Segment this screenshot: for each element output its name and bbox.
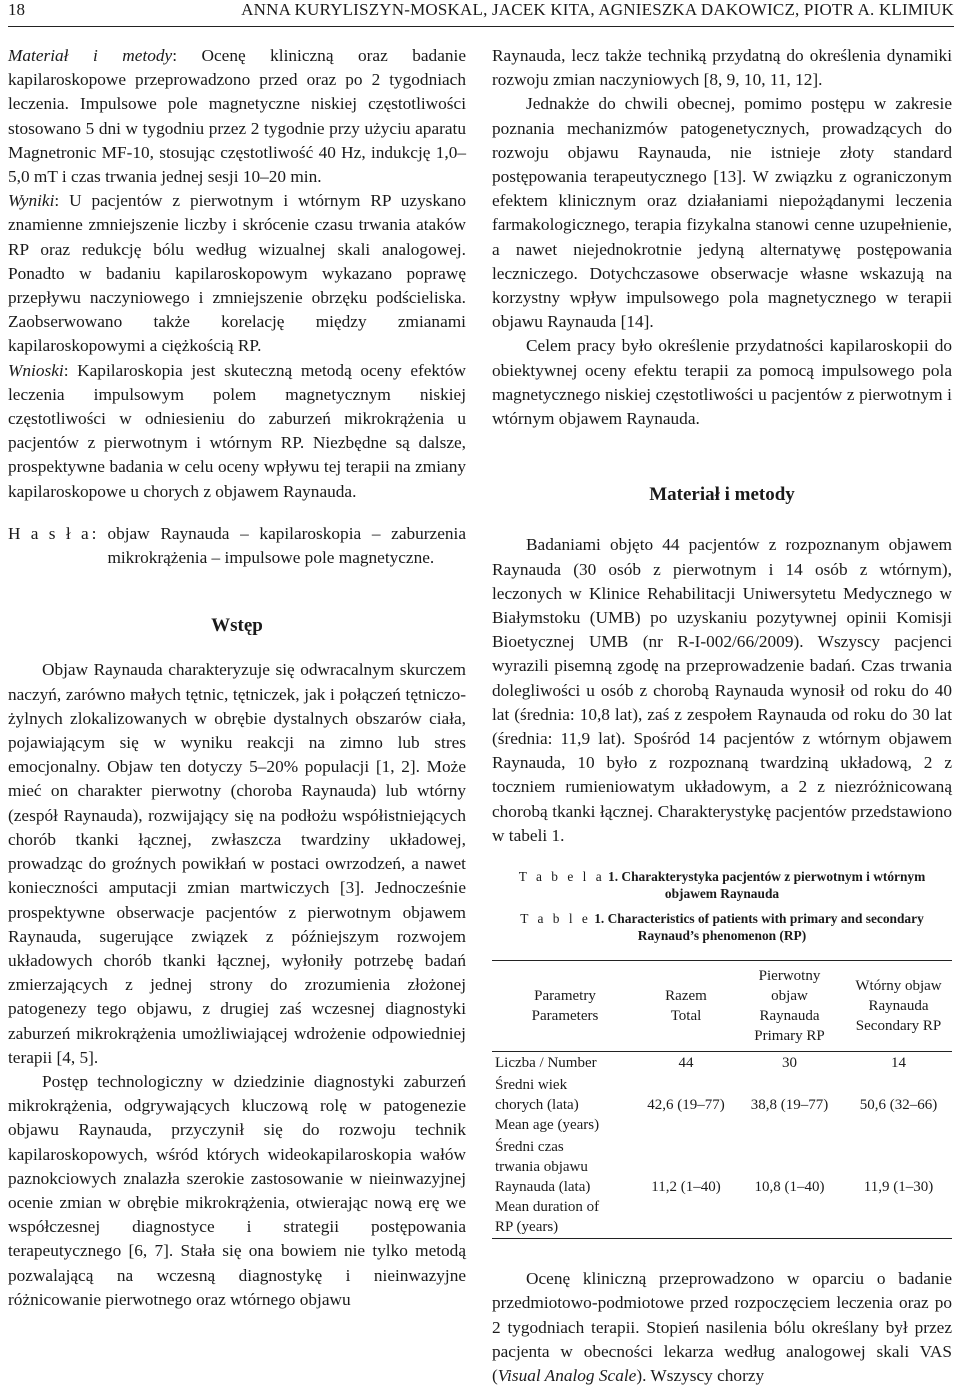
intro-paragraph-4: Celem pracy było określenie przydatności kapilaroskopii do obiektywnej oceny efektu terapii za pomocą impulsowego pola magnetycznego niskiej częstotliwości u pacjentów z pierwotnym i wtórnym objawem Raynauda.	[492, 336, 952, 429]
abstract-conclusions-text: : Kapilaroskopia jest skuteczną metodą oceny efektów leczenia impulsowym polem magnetycznym niskiej częstotliwości w odniesieniu do zaburzeń mikrokrążenia u pacjentów z pierwotnym i wtórnym RP. Niezbędne są dalsze, prospektywne badania w celu oceny wpływu tej terapii na zmiany kapilaroskopowe u chorych z objawem Raynauda.	[8, 360, 466, 501]
abstract-conclusions	[8, 359, 466, 504]
table-cell: 11,2 (1–40)	[651, 1179, 721, 1196]
running-header	[8, 0, 954, 27]
table-caption-en	[492, 910, 952, 944]
table-cell: 38,8 (19–77)	[750, 1097, 829, 1114]
abstract-results-text: : U pacjentów z pierwotnym i wtórnym RP uzyskano znamienne zmniejszenie liczby i skrócenie czasu trwania ataków RP oraz redukcję bólu według wizualnej skali analogowej. Ponadto w badaniu kapilaroskopowym wykazano poprawę przepływu naczyniowego i zmniejszenie obrzęku podścieliska. Zaobserwowano także korelację między zmianami kapilaroskopowymi a ciężkością RP.	[8, 191, 466, 356]
table-cell: Średni wiek chorych (lata) Mean age (years)	[495, 1077, 600, 1134]
table-caption-en-text: 1. Characteristics of patients with primary and secondary Raynaud’s phenomenon (RP)	[594, 911, 924, 944]
keywords-text: objaw Raynauda – kapilaroskopia – zaburzenia mikrokrążenia – impulsowe pole magnetyczne.	[107, 523, 466, 568]
table-row	[492, 1052, 952, 1075]
table-header-cell: Pierwotny objaw Raynauda Primary RP	[754, 968, 825, 1045]
table-cell: 30	[782, 1055, 797, 1072]
table-header-cell: Wtórny objaw Raynauda Secondary RP	[855, 978, 942, 1035]
table-caption-pl-text: 1. Charakterystyka pacjentów z pierwotnym i wtórnym objawem Raynauda	[608, 869, 926, 902]
intro-paragraph-1: Objaw Raynauda charakteryzuje się odwracalnym skurczem naczyń, zarówno małych tętnic, tętniczek, jak i połączeń tętniczo-żylnych zlokalizowanych w obrębie dystalnych obszarów ciała, pojawiającym się w wyniku reakcji na zimno lub stres emocjonalny. Objaw ten dotyczy 5–20% populacji [1, 2]. Może mieć on charakter pierwotny (choroba Raynauda) lub wtórny (zespół Raynauda), rozwijający się na podłożu współistniejących chorób tkanki łącznej, zwłaszcza twardziny układowej, prowadząc do groźnych powikłań w postaci owrzodzeń, a nawet konieczności amputacji zmian martwiczych [3]. Jednocześnie prospektywne obserwacje pacjentów z pierwotnym objawem Raynauda, sugerujące związek z późniejszym rozwojem układowych chorób tkanki łącznej, wyłoniły potrzebę badań zmierzających z jednej strony do zrozumienia złożonej patogenezy tego objawu, z drugiej zaś wczesnej diagnostyki zaburzeń mikrokrążenia umożliwiającej wdrożenie odpowiedniej terapii [4, 5].	[8, 660, 466, 1067]
right-column	[492, 44, 952, 1388]
table-cell: 44	[678, 1055, 694, 1072]
table-header-cell: Razem Total	[665, 988, 707, 1025]
abstract-methods-text: : Ocenę kliniczną oraz badanie kapilaroskopowe przeprowadzono przed oraz po 2 tygodniach leczenia. Impulsowe pole magnetyczne niskiej częstotliwości stosowano 5 dni w tygodniu przez 2 tygodnie przy użyciu aparatu Magnetronic MF-10, stosując częstotliwość 40 Hz, indukcję 1,0–5,0 mT i czas trwania jednej sesji 10–20 min.	[8, 46, 466, 187]
methods-paragraph-2-text: Ocenę kliniczną przeprowadzono w oparciu o badanie przedmiotowo-podmiotowe przed rozpoczęciem leczenia oraz po 2 tygodniach terapii. Stopień nasilenia bólu określany był przez pacjenta w obecności lekarza według analogowej skali VAS (	[492, 1269, 952, 1385]
intro-paragraph-3: Jednakże do chwili obecnej, pomimo postępu w zakresie poznania mechanizmów patogenetycznych, prowadzących do rozwoju objawu Raynauda, nie istnieje złoty standard postępowania terapeutycznego [13]. W związku z ograniczonym efektem klinicznym oraz działaniami niepożądanymi leczenia farmakologicznego, terapia fizykalna stanowi cenne uzupełnienie, a nawet niejednokrotnie jedyną alternatywę postępowania leczniczego. Dotychczasowe obserwacje własne wskazują na korzystny wpływ impulsowego pola magnetycznego w terapii objawu Raynauda [14].	[492, 94, 952, 332]
intro-paragraph-2-continued: Raynauda, lecz także techniką przydatną do określenia dynamiki rozwoju zmian naczyniowych [8, 9, 10, 11, 12].	[492, 46, 952, 90]
table-row	[492, 1074, 952, 1136]
methods-paragraph-1: Badaniami objęto 44 pacjentów z rozpoznanym objawem Raynauda (30 osób z pierwotnym i 14 osób z wtórnym), leczonych w Klinice Rehabilitacji Uniwersytetu Medycznego w Białymstoku (UMB) po uzyskaniu pozytywnej opinii Komisji Bioetycznej UMB (nr R-I-002/66/2009). Wszyscy pacjenci wyrazili pisemną zgodę na przeprowadzenie badań. Czas trwania dolegliwości u osób z chorobą Raynauda wynosił od roku do 40 lat (średnia: 10,8 lat), zaś z zespołem Raynauda od roku do 30 lat (średnia: 11,9 lat). Spośród 14 pacjentów z wtórnym objawem Raynauda, 10 było z rozpoznaną twardziną układową, 2 z toczniem rumieniowatym układowym, a 2 z niezróżnicowaną chorobą tkanki łącznej. Charakterystykę pacjentów przedstawiono w tabeli 1.	[492, 535, 952, 845]
table-cell: 10,8 (1–40)	[754, 1179, 825, 1196]
methods-heading: Materiał i metody	[649, 484, 795, 506]
table-caption-pl-tag: T a b e l a	[518, 869, 605, 885]
left-column	[8, 44, 466, 1312]
abstract-methods-label: Materiał i metody	[8, 46, 173, 65]
table-header-row	[492, 961, 952, 1052]
table-caption-pl	[492, 868, 952, 902]
abstract-methods	[8, 44, 466, 189]
keywords	[8, 522, 466, 570]
table-cell: 14	[891, 1055, 906, 1072]
table-row	[492, 1136, 952, 1239]
table-caption-en-tag: T a b l e	[520, 911, 591, 927]
keywords-label: H a s ł a:	[8, 523, 100, 543]
table-cell: Liczba / Number	[495, 1055, 597, 1072]
abstract-results-label: Wyniki	[8, 191, 55, 211]
table-cell: Średni czas trwania objawu Raynauda (lata) Mean duration of RP (years)	[495, 1139, 600, 1236]
patient-characteristics-table	[492, 960, 952, 1239]
methods-paragraph-2-italic: Visual Analog Scale	[497, 1365, 637, 1385]
running-header-authors: ANNA KURYLISZYN-MOSKAL, JACEK KITA, AGNIESZKA DAKOWICZ, PIOTR A. KLIMIUK	[241, 0, 954, 19]
intro-paragraph-2: Postęp technologiczny w dziedzinie diagnostyki zaburzeń mikrokrążenia, odgrywających kluczową rolę w patogenezie objawu Raynauda, przyczynił się do rozwoju technik kapilaroskopowych, wśród których wideokapilaroskopia wałów paznokciowych znalazła szerokie zastosowanie w nieinwazyjnej ocenie zmian w obrębie mikrokrążenia, otwierając nową erę we współczesnej diagnostyce i strategii postępowania terapeutycznego [6, 7]. Stała się ona bowiem nie tylko metodą pozwalającą na wczesną diagnostykę i nieinwazyjne różnicowanie pierwotnego oraz wtórnego objawu	[8, 1071, 466, 1309]
table-cell: 42,6 (19–77)	[647, 1097, 725, 1114]
table-cell: 11,9 (1–30)	[863, 1179, 934, 1196]
table-header-cell: Parametry Parameters	[531, 988, 599, 1025]
intro-heading: Wstęp	[211, 615, 263, 637]
abstract-conclusions-label: Wnioski	[8, 360, 64, 380]
page-number: 18	[8, 0, 25, 19]
abstract-results	[8, 189, 466, 358]
table-cell: 50,6 (32–66)	[859, 1097, 938, 1114]
methods-paragraph-2-end: ). Wszyscy chorzy	[636, 1365, 765, 1385]
methods-paragraph-2	[492, 1267, 952, 1388]
